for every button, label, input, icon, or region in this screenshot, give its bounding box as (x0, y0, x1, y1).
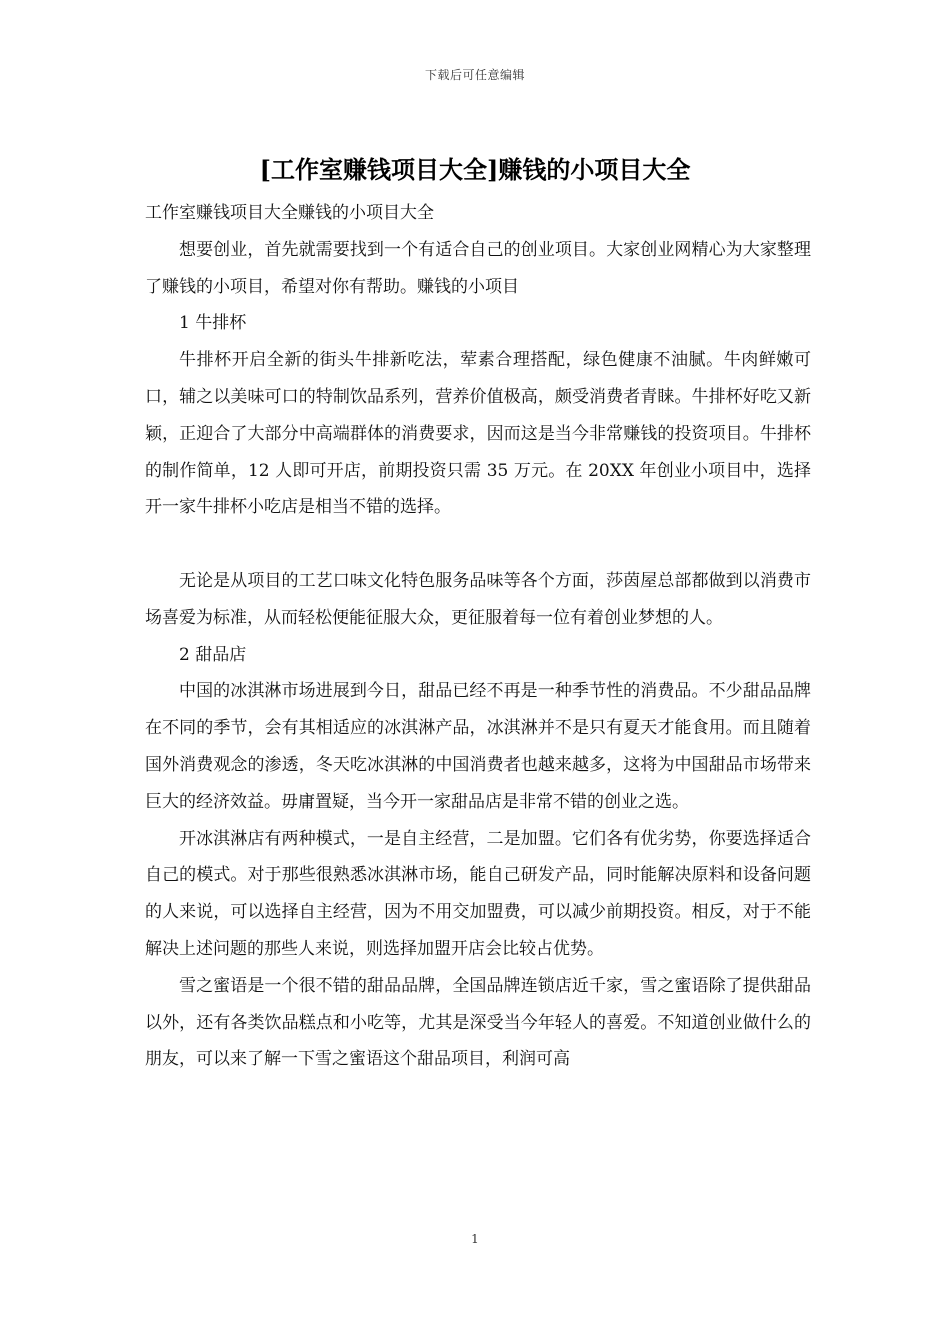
paragraph: 开冰淇淋店有两种模式，一是自主经营，二是加盟。它们各有优劣势，你要选择适合自己的模式。对于那些很熟悉冰淇淋市场，能自己研发产品，同时能解决原料和设备问题的人来说，可以选择自主经营，因为不用交加盟费，可以减少前期投资。相反，对于不能解决上述问题的那些人来说，则选择加盟开店会比较占优势。 (145, 828, 811, 959)
paragraph: 无论是从项目的工艺口味文化特色服务品味等各个方面，莎茵屋总部都做到以消费市场喜爱为标准，从而轻松便能征服大众，更征服着每一位有着创业梦想的人。 (145, 570, 811, 628)
document-title: [工作室赚钱项目大全]赚钱的小项目大全 (259, 155, 691, 184)
document-body (145, 195, 811, 1078)
paragraph: 中国的冰淇淋市场进展到今日，甜品已经不再是一种季节性的消费品。不少甜品品牌在不同的季节，会有其相适应的冰淇淋产品，冰淇淋并不是只有夏天才能食用。而且随着国外消费观念的渗透，冬天吃冰淇淋的中国消费者也越来越多，这将为中国甜品市场带来巨大的经济效益。毋庸置疑，当今开一家甜品店是非常不错的创业之选。 (145, 681, 811, 812)
section-heading-dessert-shop: 2 甜品店 (179, 644, 247, 665)
page-number: 1 (471, 1232, 479, 1246)
document-subtitle: 工作室赚钱项目大全赚钱的小项目大全 (145, 203, 434, 223)
paragraph: 牛排杯开启全新的街头牛排新吃法，荤素合理搭配，绿色健康不油腻。牛肉鲜嫩可口，辅之以美味可口的特制饮品系列，营养价值极高，颇受消费者青睐。牛排杯好吃又新颖，正迎合了大部分中高端群体的消费要求，因而这是当今非常赚钱的投资项目。牛排杯的制作简单，12 人即可开店，前期投资只需 35 万元。在 20XX 年创业小项目中，选择开一家牛排杯小吃店是相当不错的选择。 (145, 350, 811, 518)
intro-paragraph: 想要创业，首先就需要找到一个有适合自己的创业项目。大家创业网精心为大家整理了赚钱的小项目，希望对你有帮助。赚钱的小项目 (145, 239, 811, 297)
header-note: 下载后可任意编辑 (424, 68, 525, 82)
paragraph: 雪之蜜语是一个很不错的甜品品牌，全国品牌连锁店近千家，雪之蜜语除了提供甜品以外，还有各类饮品糕点和小吃等，尤其是深受当今年轻人的喜爱。不知道创业做什么的朋友，可以来了解一下雪之蜜语这个甜品项目，利润可高 (145, 975, 811, 1070)
section-heading-steak-cup: 1 牛排杯 (179, 313, 247, 334)
blank-line (145, 526, 811, 563)
